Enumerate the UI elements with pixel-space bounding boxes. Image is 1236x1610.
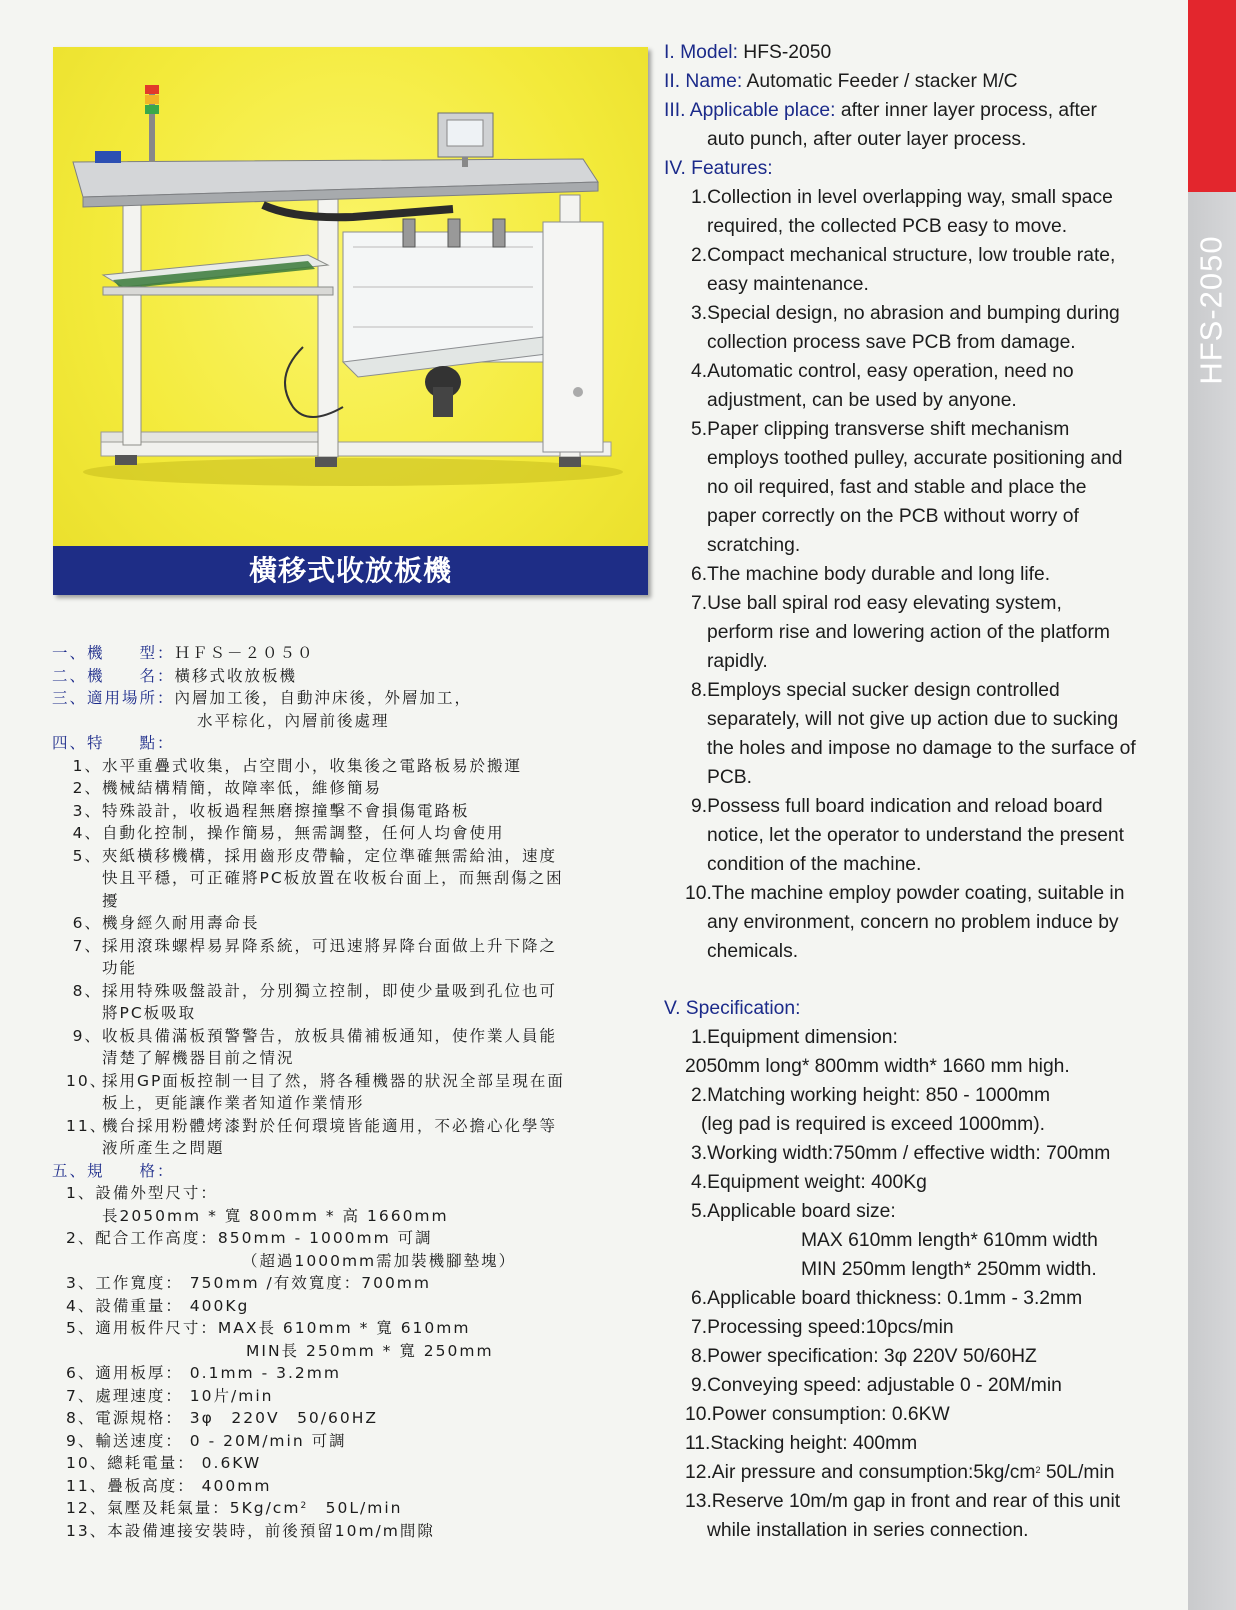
zh-spec-5: 5、適用板件尺寸：MAX長 610mm * 寬 610mm xyxy=(66,1319,471,1337)
en-feature-7-cont: perform rise and lowering action of the platform xyxy=(707,622,1110,643)
en-feature-2-cont: easy maintenance. xyxy=(707,274,869,295)
en-feature-7-cont: rapidly. xyxy=(707,651,768,672)
zh-feature-text: 夾紙橫移機構，採用齒形皮帶輪，定位準確無需給油，速度 xyxy=(102,846,558,865)
photo-caption: 橫移式收放板機 xyxy=(53,546,648,595)
zh-feature-4 xyxy=(52,822,652,845)
en-feature-6: 6.The machine body durable and long life. xyxy=(691,564,1051,585)
zh-feature-10-cont: 板上，更能讓作業者知道作業情形 xyxy=(102,1094,365,1112)
zh-feature-number: 4、 xyxy=(72,824,102,842)
zh-feature-text: 特殊設計，收板過程無磨擦撞擊不會損傷電路板 xyxy=(102,801,470,820)
en-spec-6: 6.Applicable board thickness: 0.1mm - 3.2mm xyxy=(691,1288,1083,1309)
zh-spec-heading: 五、規 格： xyxy=(52,1161,175,1180)
zh-spec-12 xyxy=(52,1497,652,1520)
zh-name-value: 橫移式收放板機 xyxy=(174,666,298,685)
zh-feature-7 xyxy=(52,935,652,958)
zh-feature-8-cont: 將PC板吸取 xyxy=(102,1004,197,1022)
en-place-row-2: auto punch, after outer layer process. xyxy=(707,129,1027,150)
en-feature-9-cont: condition of the machine. xyxy=(707,854,922,875)
zh-feature-6 xyxy=(52,912,652,935)
en-feature-3-cont: collection process save PCB from damage. xyxy=(707,332,1076,353)
en-spec-1-value: 2050mm long* 800mm width* 1660 mm high. xyxy=(685,1056,1070,1077)
zh-feature-10 xyxy=(52,1070,652,1093)
en-spec-3: 3.Working width:750mm / effective width: 700mm xyxy=(691,1143,1111,1164)
zh-feature-7-cont: 功能 xyxy=(102,959,138,977)
product-photo xyxy=(53,47,648,595)
en-spec-12-flow: 50L/min xyxy=(1040,1462,1115,1483)
en-feature-8: 8.Employs special sucker design controlled xyxy=(691,680,1060,701)
en-spec-5-max: MAX 610mm length* 610mm width xyxy=(801,1230,1098,1251)
zh-feature-text: 收板具備滿板預警警告，放板具備補板通知，使作業人員能 xyxy=(102,1026,558,1045)
zh-feature-number: 1、 xyxy=(72,756,102,775)
en-name-row xyxy=(664,67,1186,96)
en-feature-10-cont: any environment, concern no problem induce by xyxy=(707,912,1119,933)
zh-feature-11 xyxy=(52,1115,652,1138)
zh-spec-2: 2、配合工作高度：850mm - 1000mm 可調 xyxy=(66,1229,433,1247)
zh-feature-number: 6、 xyxy=(72,914,102,932)
en-spec-7: 7.Processing speed:10pcs/min xyxy=(691,1317,954,1338)
en-feature-9: 9.Possess full board indication and reload board xyxy=(691,796,1103,817)
en-feature-4-cont: adjustment, can be used by anyone. xyxy=(707,390,1017,411)
zh-feature-text: 採用GP面板控制一目了然，將各種機器的狀況全部呈現在面 xyxy=(102,1071,565,1090)
zh-feature-text: 機械結構精簡，故障率低，維修簡易 xyxy=(102,779,383,797)
zh-spec-13: 13、本設備連接安裝時，前後預留10m/m間隙 xyxy=(66,1521,435,1540)
en-spec-4: 4.Equipment weight: 400Kg xyxy=(691,1172,927,1193)
zh-spec-2-note: （超過1000mm需加裝機腳墊塊） xyxy=(242,1251,517,1270)
en-feature-5-cont: paper correctly on the PCB without worry of xyxy=(707,506,1079,527)
zh-feature-8 xyxy=(52,980,652,1003)
zh-feature-number: 2、 xyxy=(72,779,102,797)
zh-model-row xyxy=(52,642,652,665)
zh-spec-7: 7、處理速度： 10片/min xyxy=(66,1386,274,1405)
zh-spec-4: 4、設備重量： 400Kg xyxy=(66,1296,250,1315)
english-spec-column xyxy=(664,38,1186,1545)
en-place-value: after inner layer process, after xyxy=(835,100,1097,121)
en-spec-13: 13.Reserve 10m/m gap in front and rear of this unit xyxy=(685,1491,1121,1512)
en-feature-8-cont: PCB. xyxy=(707,767,753,788)
en-model-row xyxy=(664,38,1186,67)
zh-feature-2 xyxy=(52,777,652,800)
zh-feature-text: 機台採用粉體烤漆對於任何環境皆能適用，不必擔心化學等 xyxy=(102,1116,558,1135)
edge-band-red xyxy=(1188,0,1236,192)
zh-feature-number: 3、 xyxy=(72,801,102,820)
en-feature-5-cont: scratching. xyxy=(707,535,801,556)
chinese-spec-column xyxy=(52,642,652,1542)
en-spec-2-note: (leg pad is required is exceed 1000mm). xyxy=(701,1114,1046,1135)
zh-spec-11: 11、疊板高度： 400mm xyxy=(66,1476,272,1495)
zh-features-heading: 四、特 點： xyxy=(52,734,175,752)
en-place-label: III. Applicable place: xyxy=(664,100,836,121)
en-feature-10-cont: chemicals. xyxy=(707,941,799,962)
en-feature-1-cont: required, the collected PCB easy to move. xyxy=(707,216,1068,237)
en-place-row xyxy=(664,96,1186,125)
zh-feature-text: 自動化控制，操作簡易，無需調整，任何人均會使用 xyxy=(102,824,505,842)
zh-spec-5-min: MIN長 250mm * 寬 250mm xyxy=(246,1341,494,1360)
en-name-value: Automatic Feeder / stacker M/C xyxy=(742,71,1018,92)
zh-spec-12-superscript: 2 xyxy=(300,1501,309,1511)
zh-spec-1-value: 長2050mm * 寬 800mm * 高 1660mm xyxy=(102,1206,449,1225)
zh-feature-1 xyxy=(52,755,652,778)
zh-feature-9 xyxy=(52,1025,652,1048)
en-spec-12 xyxy=(664,1458,1186,1487)
zh-spec-12-text: 12、氣壓及耗氣量：5Kg/cm xyxy=(66,1499,301,1517)
en-spec-heading: V. Specification: xyxy=(664,998,801,1019)
zh-model-value: ＨＦＳ－２０５０ xyxy=(174,644,315,662)
en-feature-5-cont: employs toothed pulley, accurate positioning and xyxy=(707,448,1123,469)
en-spec-5-min: MIN 250mm length* 250mm width. xyxy=(801,1259,1097,1280)
zh-place-row xyxy=(52,687,652,710)
zh-feature-11-cont: 液所產生之問題 xyxy=(102,1139,225,1157)
zh-spec-1: 1、設備外型尺寸： xyxy=(66,1184,218,1202)
zh-feature-5-cont: 擾 xyxy=(102,891,120,910)
en-spec-9: 9.Conveying speed: adjustable 0 - 20M/min xyxy=(691,1375,1062,1396)
en-model-label: I. Model: xyxy=(664,42,738,63)
zh-feature-number: 8、 xyxy=(72,981,102,1000)
zh-feature-number: 11、 xyxy=(66,1116,108,1135)
en-feature-7: 7.Use ball spiral rod easy elevating system, xyxy=(691,593,1062,614)
en-spec-10: 10.Power consumption: 0.6KW xyxy=(685,1404,950,1425)
zh-feature-number: 9、 xyxy=(72,1026,102,1045)
zh-feature-number: 5、 xyxy=(72,846,102,865)
zh-spec-3: 3、工作寬度： 750mm /有效寬度：700mm xyxy=(66,1274,432,1292)
en-feature-2: 2.Compact mechanical structure, low trouble rate, xyxy=(691,245,1116,266)
en-feature-3: 3.Special design, no abrasion and bumping during xyxy=(691,303,1120,324)
zh-feature-text: 機身經久耐用壽命長 xyxy=(102,914,260,932)
zh-name-row xyxy=(52,665,652,688)
en-feature-4: 4.Automatic control, easy operation, need no xyxy=(691,361,1074,382)
en-spec-11: 11.Stacking height: 400mm xyxy=(685,1433,918,1454)
en-feature-8-cont: separately, will not give up action due to sucking xyxy=(707,709,1119,730)
en-spec-5: 5.Applicable board size: xyxy=(691,1201,896,1222)
zh-place-row-2: 水平棕化，內層前後處理 xyxy=(197,711,390,730)
en-name-label: II. Name: xyxy=(664,71,743,92)
en-feature-8-cont: the holes and impose no damage to the surface of xyxy=(707,738,1136,759)
en-spec-13-cont: while installation in series connection. xyxy=(707,1520,1029,1541)
machine-illustration xyxy=(53,47,648,546)
zh-spec-6: 6、適用板厚： 0.1mm - 3.2mm xyxy=(66,1364,341,1382)
zh-place-label: 三、適用場所： xyxy=(52,689,175,707)
zh-feature-5 xyxy=(52,845,652,868)
en-model-value: HFS-2050 xyxy=(737,42,832,63)
en-feature-5: 5.Paper clipping transverse shift mechanism xyxy=(691,419,1070,440)
zh-spec-9: 9、輸送速度： 0 - 20M/min 可調 xyxy=(66,1431,347,1450)
zh-feature-text: 採用特殊吸盤設計，分別獨立控制，即使少量吸到孔位也可 xyxy=(102,981,558,1000)
zh-spec-12-flow: 50L/min xyxy=(308,1499,403,1517)
zh-feature-number: 10、 xyxy=(66,1071,108,1090)
en-spec-12-superscript: 2 xyxy=(1035,1465,1041,1475)
en-spec-2: 2.Matching working height: 850 - 1000mm xyxy=(691,1085,1051,1106)
zh-spec-10: 10、總耗電量： 0.6KW xyxy=(66,1454,262,1472)
zh-feature-9-cont: 清楚了解機器目前之情況 xyxy=(102,1049,295,1067)
en-spec-1: 1.Equipment dimension: xyxy=(691,1027,898,1048)
zh-feature-text: 水平重疊式收集，占空間小，收集後之電路板易於搬運 xyxy=(102,756,523,775)
zh-spec-8: 8、電源規格： 3φ 220V 50/60HZ xyxy=(66,1409,379,1427)
zh-name-label: 二、機 名： xyxy=(52,666,175,685)
en-feature-9-cont: notice, let the operator to understand the present xyxy=(707,825,1124,846)
en-feature-1: 1.Collection in level overlapping way, small space xyxy=(691,187,1113,208)
en-features-heading: IV. Features: xyxy=(664,158,773,179)
zh-feature-text: 採用滾珠螺桿易昇降系統，可迅速將昇降台面做上升下降之 xyxy=(102,936,558,955)
en-feature-10: 10.The machine employ powder coating, suitable in xyxy=(685,883,1125,904)
zh-feature-number: 7、 xyxy=(72,936,102,955)
en-spec-8: 8.Power specification: 3φ 220V 50/60HZ xyxy=(691,1346,1037,1367)
zh-feature-5-cont: 快且平穩，可正確將PC板放置在收板台面上，而無刮傷之困 xyxy=(102,869,564,887)
side-model-label: HFS-2050 xyxy=(1194,235,1230,385)
zh-model-label: 一、機 型： xyxy=(52,644,175,662)
section-gap xyxy=(664,966,1186,994)
en-feature-5-cont: no oil required, fast and stable and place the xyxy=(707,477,1087,498)
zh-feature-3 xyxy=(52,800,652,823)
en-spec-12-text: 12.Air pressure and consumption:5kg/cm xyxy=(685,1462,1036,1483)
zh-place-value: 內層加工後，自動沖床後，外層加工， xyxy=(174,689,473,707)
